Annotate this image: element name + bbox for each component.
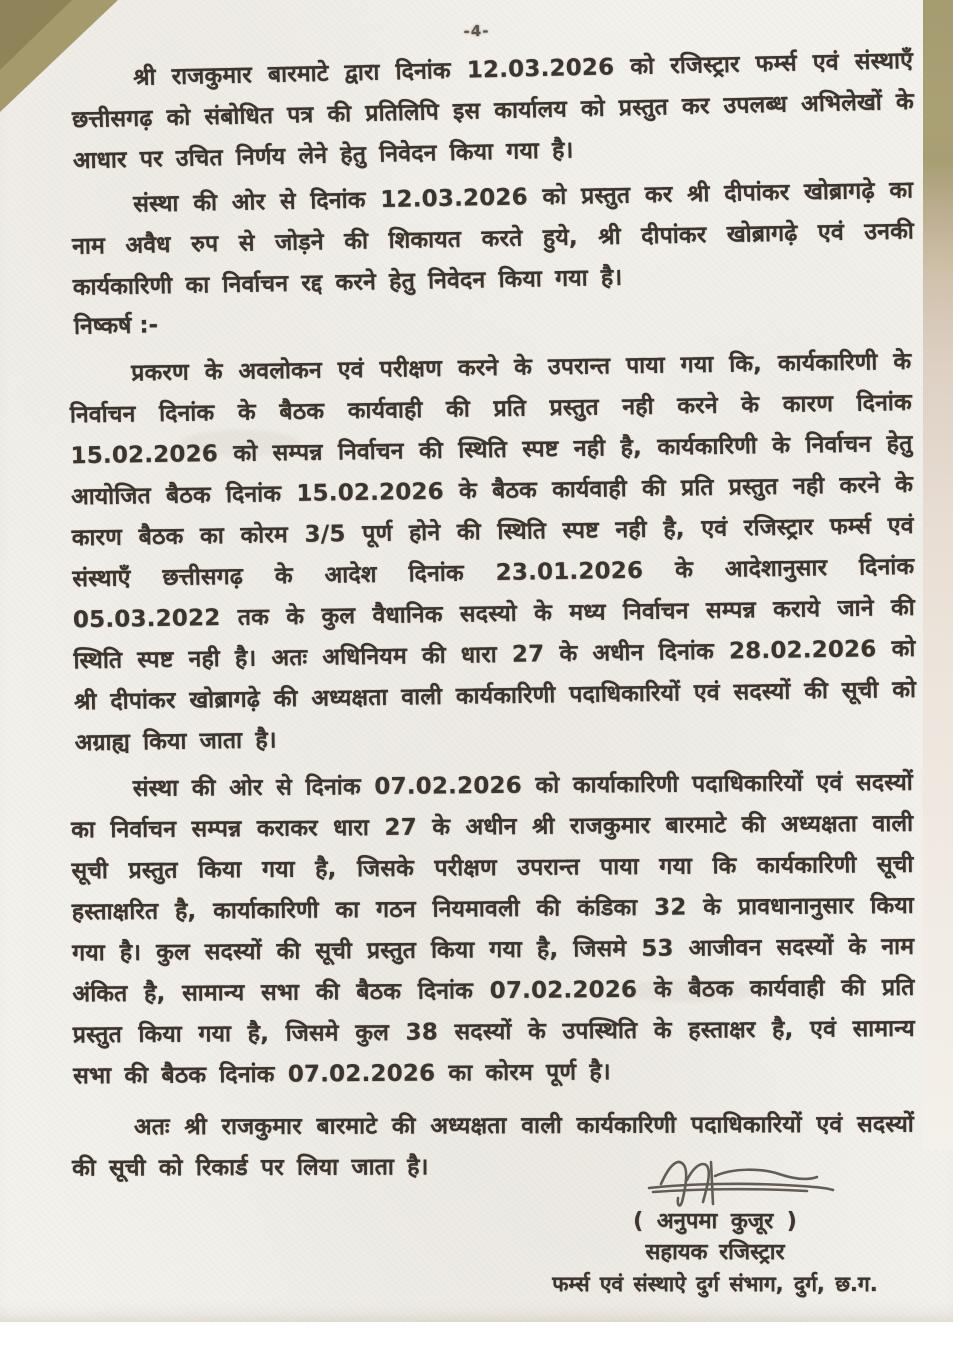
signatory-name: ( अनुपमा कुजूर ) xyxy=(633,1209,797,1234)
paragraph-final-order: अतः श्री राजकुमार बारमाटे की अध्यक्षता वाली कार्यकारिणी पदाधिकारियों एवं सदस्यों की सूची को रिकार्ड पर लिया जाता है। xyxy=(72,1111,914,1182)
paragraph-findings-acceptance: संस्था की ओर से दिनांक 07.02.2026 को कार्याकारिणी पदाधिकारियों एवं सदस्यों का निर्वाचन सम्पन्न कराकर धारा 27 के अधीन श्री राजकुमार बारमाटे की अध्यक्षता वाली सूची प्रस्तुत किया गया है, जिसके परीक्षण उपरान्त पाया गया कि कार्यकारिणी सूची हस्ताक्षरित है, कार्याकारिणी का गठन नियमावली की कंडिका 32 के प्रावधानानुसार किया गया है। कुल सदस्यों की सूची प्रस्तुत किया गया है, जिसमे 53 आजीवन सदस्यों के नाम अंकित है, सामान्य सभा की बैठक दिनांक 07.02.2026 के बैठक कार्यवाही की प्रति प्रस्तुत किया गया है, जिसमे कुल 38 सदस्यों के उपस्थिति के हस्ताक्षर है, एवं सामान्य सभा की बैठक दिनांक 07.02.2026 का कोरम पूर्ण है। xyxy=(71,769,915,1090)
signatory-office: फर्म्स एवं संस्थाऐ दुर्ग संभाग, दुर्ग, छ.ग. xyxy=(552,1272,878,1296)
desk-edge-right xyxy=(923,0,953,1150)
signature-scribble-icon xyxy=(565,1150,865,1212)
paragraph-request-rajkumar: श्री राजकुमार बारमाटे द्वारा दिनांक 12.03.2026 को रजिस्ट्रार फर्म्स एवं संस्थाएँ छत्तीसगढ़ को संबोधित पत्र की प्रतिलिपि इस कार्यालय को प्रस्तुत कर उपलब्ध अभिलेखों के आधार पर उचित निर्णय लेने हेतु निवेदन किया गया है। xyxy=(71,47,915,175)
signature-block xyxy=(500,1150,930,1300)
paragraph-findings-rejection: प्रकरण के अवलोकन एवं परीक्षण करने के उपरान्त पाया गया कि, कार्यकारिणी के निर्वाचन दिनांक के बैठक कार्यवाही की प्रति प्रस्तुत नही करने के कारण दिनांक 15.02.2026 को सम्पन्न निर्वाचन की स्थिति स्पष्ट नही है, कार्यकारिणी के निर्वाचन हेतु आयोजित बैठक दिनांक 15.02.2026 के बैठक कार्यवाही की प्रति प्रस्तुत नही करने के कारण बैठक का कोरम 3/5 पूर्ण होने की स्थिति स्पष्ट नही है, एवं रजिस्ट्रार फर्म्स एवं संस्थाएँ छत्तीसगढ़ के आदेश दिनांक 23.01.2026 के आदेशानुसार दिनांक 05.03.2022 तक के कुल वैधानिक सदस्यो के मध्य निर्वाचन सम्पन्न कराये जाने की स्थिति स्पष्ट नही है। अतः अधिनियम की धारा 27 के अधीन दिनांक 28.02.2026 को श्री दीपांकर खोब्रागढ़े की अध्यक्षता वाली कार्यकारिणी पदाधिकारियों एवं सदस्यों की सूची को अग्राह्य किया जाता है। xyxy=(69,348,917,757)
conclusion-heading: निष्कर्ष :- xyxy=(73,312,159,340)
paragraph-complaint-deepankar: संस्था की ओर से दिनांक 12.03.2026 को प्रस्तुत कर श्री दीपांकर खोब्रागढ़े का नाम अवैध रुप से जोड़ने की शिकायत करते हुये, श्री दीपांकर खोब्रागढ़े एवं उनकी कार्यकारिणी का निर्वाचन रद्द करने हेतु निवेदन किया गया है। xyxy=(71,177,915,301)
page-number: -4- xyxy=(463,21,490,41)
signatory-designation: सहायक रजिस्ट्रार xyxy=(645,1240,785,1265)
